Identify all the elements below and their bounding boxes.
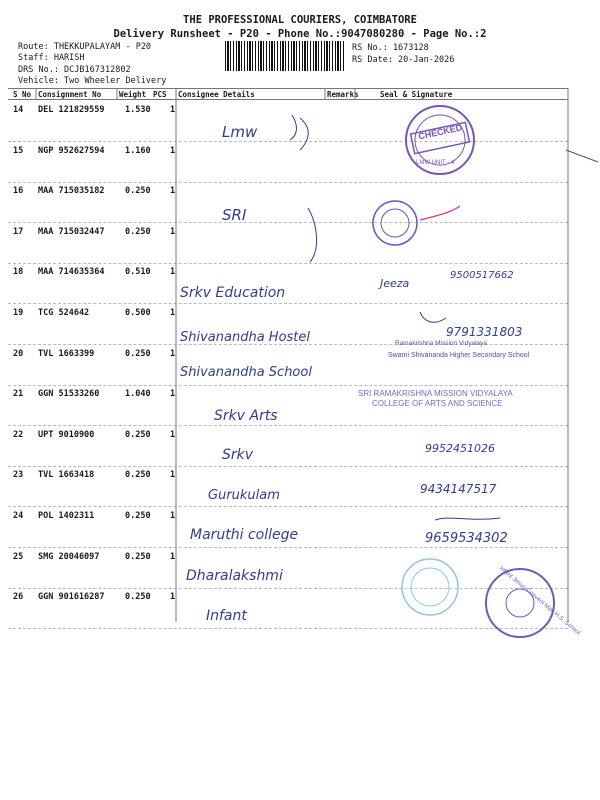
col-pcs: PCS: [153, 90, 167, 99]
row-sno: 19: [13, 308, 24, 318]
row-consignment: MAA 715035182: [38, 186, 105, 197]
row-pcs: 1: [170, 592, 176, 603]
row-pcs: 1: [170, 145, 176, 156]
row-weight: 0.250: [125, 511, 151, 521]
swami-school-stamp: Swami Shivananda Higher Secondary School: [388, 352, 530, 359]
row-sno: 26: [13, 592, 24, 603]
row-pcs: 1: [170, 470, 176, 481]
row-consignment: TVL 1663399: [38, 348, 95, 359]
row-pcs: 1: [170, 308, 176, 318]
drs-number: DRS No.: DCJB167312802: [18, 65, 131, 75]
srkv-college-stamp-1: SRI RAMAKRISHNA MISSION VIDYALAYA: [358, 389, 513, 398]
row-weight: 0.250: [125, 348, 151, 359]
row-weight: 0.500: [125, 308, 151, 318]
route-label: Route: THEKKUPALAYAM - P20: [18, 42, 152, 52]
table-row: [8, 142, 568, 182]
phone-24: 9659534302: [425, 531, 508, 546]
row-sno: 24: [13, 511, 24, 521]
consignee-hand-20: Shivanandha School: [180, 365, 312, 380]
row-weight: 0.510: [125, 267, 151, 278]
row-pcs: 1: [170, 511, 176, 521]
row-pcs: 1: [170, 429, 176, 440]
row-sno: 25: [13, 551, 24, 562]
row-weight: 0.250: [125, 551, 151, 562]
table-row: [8, 223, 568, 263]
col-weight: Weight: [119, 90, 147, 99]
checked-stamp: CHECKED: [417, 122, 464, 142]
rs-number: RS No.: 1673128: [352, 43, 429, 53]
col-consignee: Consignee Details: [178, 90, 255, 99]
row-pcs: 1: [170, 186, 176, 197]
phone-23: 9434147517: [420, 482, 497, 496]
row-sno: 18: [13, 267, 24, 278]
runsheet-subtitle: Delivery Runsheet - P20 - Phone No.:9047080280 - Page No.:2: [113, 28, 487, 40]
consignee-hand-19: Shivanandha Hostel: [180, 330, 311, 345]
row-weight: 1.530: [125, 105, 151, 115]
consignee-hand-24: Maruthi college: [190, 527, 299, 543]
row-sno: 17: [13, 226, 24, 237]
consignee-hand-18: Srkv Education: [180, 285, 286, 301]
table-row: [8, 182, 568, 222]
vehicle-label: Vehicle: Two Wheeler Delivery: [18, 76, 167, 86]
row-consignment: POL 1402311: [38, 511, 95, 521]
row-consignment: MAA 714635364: [38, 267, 105, 278]
col-sno: S No: [13, 90, 32, 99]
row-sno: 21: [13, 389, 24, 400]
consignee-hand-22: Srkv: [222, 447, 254, 463]
signature-18: Jeeza: [380, 277, 410, 290]
row-pcs: 1: [170, 551, 176, 562]
row-consignment: GGN 51533260: [38, 389, 100, 400]
row-sno: 22: [13, 429, 24, 440]
phone-18: 9500517662: [450, 270, 514, 281]
row-pcs: 1: [170, 105, 176, 115]
rs-date: RS Date: 20-Jan-2026: [352, 55, 455, 65]
phone-22: 9952451026: [425, 442, 495, 455]
row-consignment: TCG 524642: [38, 308, 90, 318]
company-title: THE PROFESSIONAL COURIERS, COIMBATORE: [183, 14, 417, 26]
row-consignment: TVL 1663418: [38, 470, 95, 481]
row-consignment: GGN 901616287: [38, 592, 105, 603]
row-pcs: 1: [170, 267, 176, 278]
row-sno: 14: [13, 105, 24, 115]
row-sno: 20: [13, 348, 24, 359]
row-consignment: DEL 121829559: [38, 105, 105, 115]
consignee-hand-26: Infant: [206, 608, 247, 624]
staff-label: Staff: HARISH: [18, 53, 85, 63]
row-weight: 1.040: [125, 389, 151, 400]
col-seal: Seal & Signature: [380, 90, 453, 99]
col-consignment: Consignment No: [38, 90, 102, 99]
barcode: [225, 41, 346, 71]
consignee-hand-14: Lmw: [222, 123, 258, 141]
row-consignment: NGP 952627594: [38, 145, 105, 156]
row-consignment: SMG 20046097: [38, 551, 100, 562]
row-separator: [8, 628, 568, 629]
row-consignment: MAA 715032447: [38, 226, 105, 237]
consignee-hand-23: Gurukulam: [208, 488, 280, 503]
row-weight: 0.250: [125, 226, 151, 237]
row-pcs: 1: [170, 348, 176, 359]
row-sno: 16: [13, 186, 24, 197]
row-consignment: UPT 9010900: [38, 429, 95, 440]
table-row: [8, 588, 568, 628]
rkm-vidyalaya-stamp: Ramakrishna Mission Vidyalaya: [395, 340, 488, 347]
row-pcs: 1: [170, 389, 176, 400]
phone-19: 9791331803: [446, 325, 523, 339]
consignee-hand-25: Dharalakshmi: [186, 568, 283, 584]
table-row: [8, 101, 568, 141]
lmw-stamp: LMW UNIT - 4: [416, 160, 455, 166]
row-weight: 0.250: [125, 429, 151, 440]
srkv-college-stamp-2: COLLEGE OF ARTS AND SCIENCE: [372, 399, 503, 408]
consignee-hand-21: Srkv Arts: [214, 408, 278, 424]
row-weight: 0.250: [125, 470, 151, 481]
consignee-hand-16: SRI: [222, 206, 247, 224]
row-weight: 1.160: [125, 145, 151, 156]
row-sno: 23: [13, 470, 24, 481]
row-weight: 0.250: [125, 592, 151, 603]
row-sno: 15: [13, 145, 24, 156]
infant-jesus-stamp-text: Infant Jesus Convent Mat. H.S. School: [498, 565, 581, 637]
table-row: [8, 548, 568, 588]
col-remarks: Remarks: [327, 90, 359, 99]
row-pcs: 1: [170, 226, 176, 237]
row-weight: 0.250: [125, 186, 151, 197]
